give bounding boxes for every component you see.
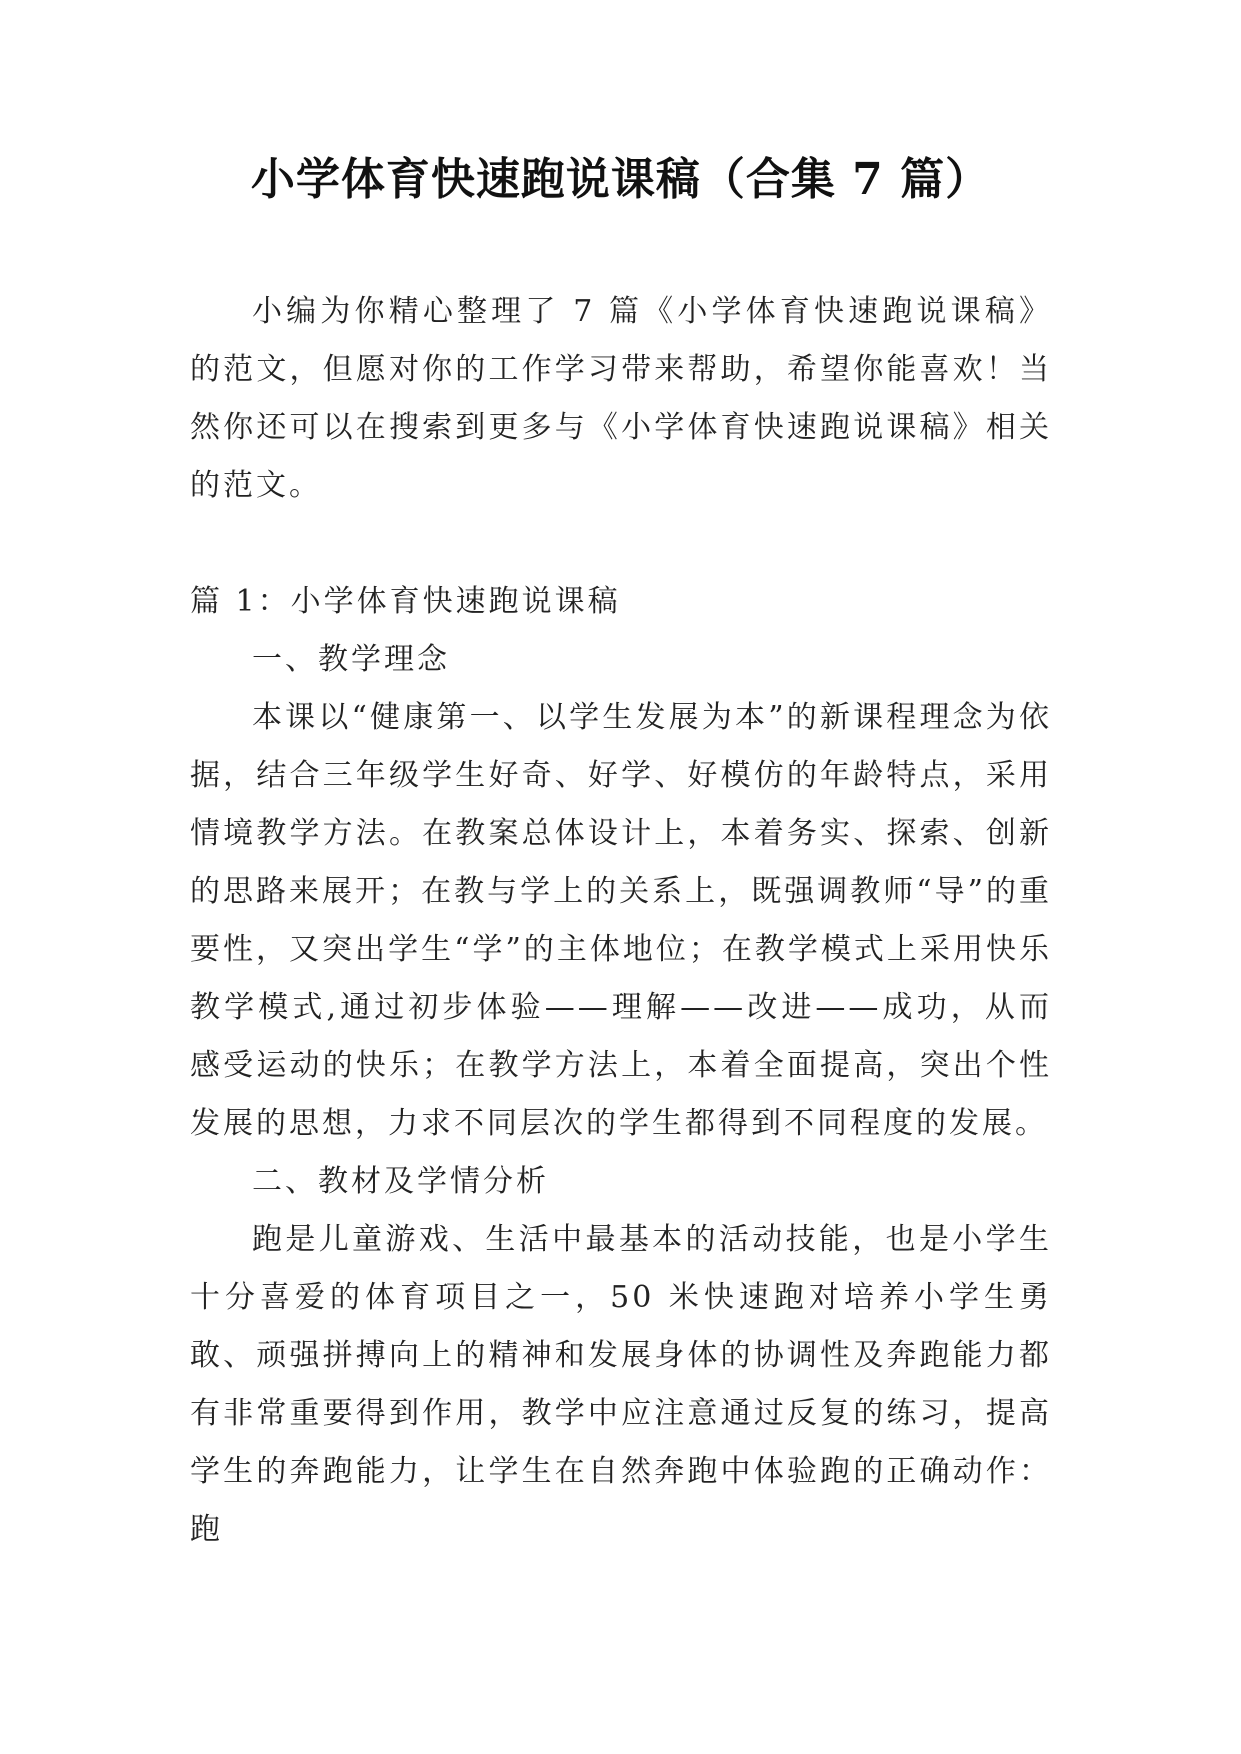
document-title: 小学体育快速跑说课稿（合集 7 篇）: [250, 154, 991, 205]
document-body: [190, 283, 1052, 1559]
section-heading: 一、教学理念: [252, 642, 450, 677]
article-heading: 篇 1：小学体育快速跑说课稿: [190, 584, 621, 619]
section-heading: 二、教材及学情分析: [252, 1164, 549, 1199]
body-paragraph: 跑是儿童游戏、生活中最基本的活动技能，也是小学生十分喜爱的体育项目之一，50 米快速跑对培养小学生勇敢、顽强拼搏向上的精神和发展身体的协调性及奔跑能力都有非常重要得到作用，教学中应注意通过反复的练习，提高学生的奔跑能力，让学生在自然奔跑中体验跑的正确动作：跑: [190, 1222, 1052, 1547]
intro-paragraph: 小编为你精心整理了 7 篇《小学体育快速跑说课稿》的范文，但愿对你的工作学习带来帮助，希望你能喜欢！当然你还可以在搜索到更多与《小学体育快速跑说课稿》相关的范文。: [190, 294, 1052, 503]
body-paragraph: 本课以“健康第一、以学生发展为本”的新课程理念为依据，结合三年级学生好奇、好学、好模仿的年龄特点，采用情境教学方法。在教案总体设计上，本着务实、探索、创新的思路来展开；在教与学上的关系上，既强调教师“导”的重要性，又突出学生“学”的主体地位；在教学模式上采用快乐教学模式,通过初步体验——理解——改进——成功，从而感受运动的快乐；在教学方法上，本着全面提高，突出个性发展的思想，力求不同层次的学生都得到不同程度的发展。: [190, 700, 1052, 1141]
